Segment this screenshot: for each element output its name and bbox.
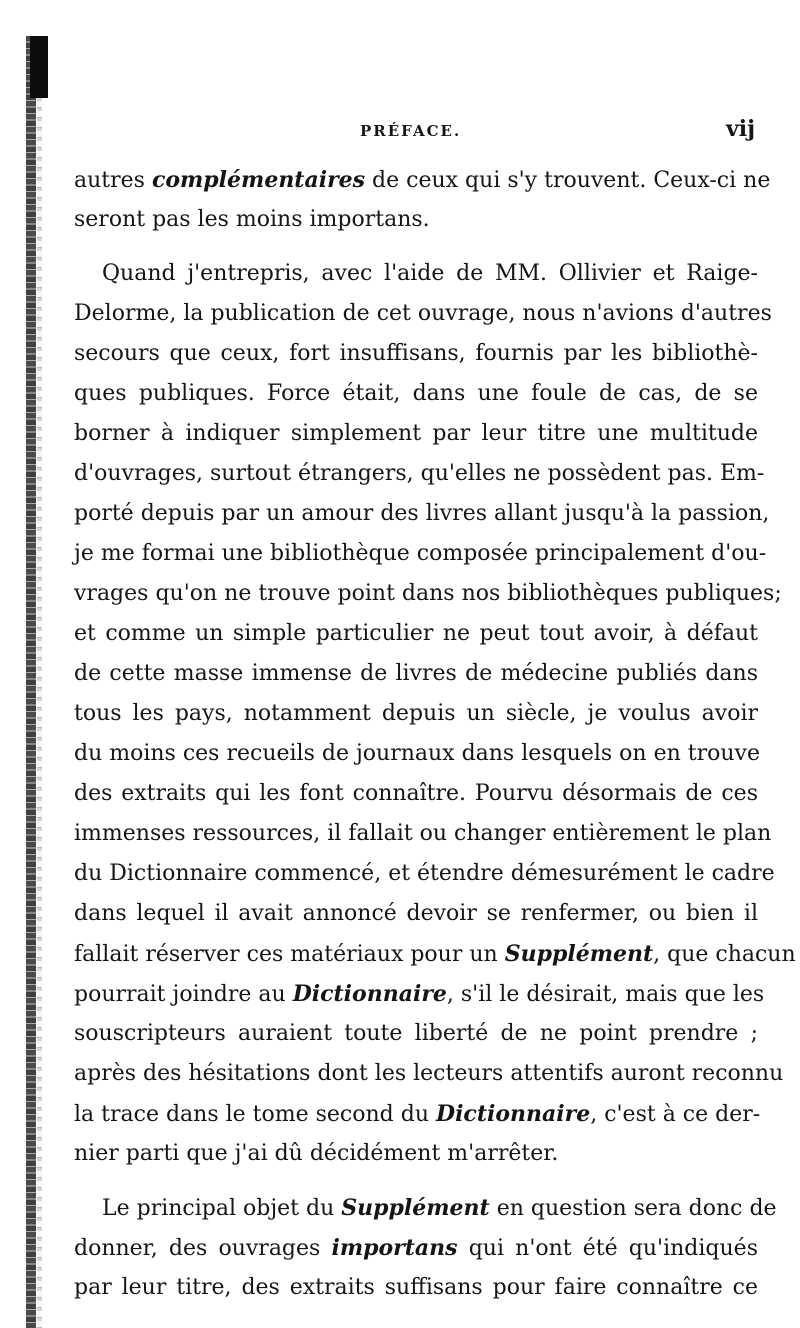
text-line: ques publiques. Force était, dans une foule de cas, de se <box>74 381 758 406</box>
paragraph-gap <box>74 1174 758 1188</box>
scanned-binding-mark <box>30 36 48 98</box>
text-line: borner à indiquer simplement par leur titre une multitude <box>74 421 758 446</box>
text-line: Delorme, la publication de cet ouvrage, nous n'avions d'autres <box>74 301 772 326</box>
italic-term: complémentaires <box>151 167 366 193</box>
text-line: des extraits qui les font connaître. Pourvu désormais de ces <box>74 781 758 806</box>
page-number: vij <box>726 116 756 142</box>
paragraph <box>74 1188 777 1308</box>
paragraph <box>74 254 796 1174</box>
text-line: Quand j'entrepris, avec l'aide de MM. Ollivier et Raige- <box>102 261 758 286</box>
text-line: autres complémentaires de ceux qui s'y trouvent. Ceux-ci ne <box>74 167 771 193</box>
scanned-binding-edge <box>26 36 36 1328</box>
italic-term: importans <box>331 1235 458 1261</box>
text-line: souscripteurs auraient toute liberté de ne point prendre ; <box>74 1021 758 1046</box>
text-line: la trace dans le tome second du Dictionnaire, c'est à ce der- <box>74 1101 761 1127</box>
text-line: fallait réserver ces matériaux pour un Supplément, que chacun <box>74 941 796 967</box>
scanned-page-edge <box>37 98 42 1328</box>
text-line: nier parti que j'ai dû décidément m'arrêter. <box>74 1141 559 1166</box>
text-line: d'ouvrages, surtout étrangers, qu'elles ne possèdent pas. Em- <box>74 461 765 486</box>
text-line: donner, des ouvrages importans qui n'ont été qu'indiqués <box>74 1235 758 1261</box>
text-line: dans lequel il avait annoncé devoir se renfermer, ou bien il <box>74 901 758 926</box>
text-line: tous les pays, notamment depuis un siècle, je voulus avoir <box>74 701 758 726</box>
italic-term: Supplément <box>504 941 654 967</box>
text-line: par leur titre, des extraits suffisans pour faire connaître ce <box>74 1275 758 1300</box>
italic-term: Dictionnaire <box>292 981 447 1007</box>
page-header <box>0 112 800 152</box>
text-line: je me formai une bibliothèque composée principalement d'ou- <box>74 541 767 566</box>
text-line: du Dictionnaire commencé, et étendre démesurément le cadre <box>74 861 775 886</box>
text-line: pourrait joindre au Dictionnaire, s'il le désirait, mais que les <box>74 981 765 1007</box>
text-line: du moins ces recueils de journaux dans lesquels on en trouve <box>74 741 760 766</box>
text-line: Le principal objet du Supplément en question sera donc de <box>102 1195 777 1221</box>
italic-term: Supplément <box>341 1195 490 1221</box>
paragraph <box>74 160 771 240</box>
text-line: porté depuis par un amour des livres allant jusqu'à la passion, <box>74 501 770 526</box>
paragraph-gap <box>74 240 758 254</box>
text-line: et comme un simple particulier ne peut tout avoir, à défaut <box>74 621 758 646</box>
text-line: secours que ceux, fort insuffisans, fournis par les bibliothè- <box>74 341 758 366</box>
running-head: PRÉFACE. <box>360 122 462 140</box>
text-line: après des hésitations dont les lecteurs attentifs auront reconnu <box>74 1061 784 1086</box>
text-line: immenses ressources, il fallait ou changer entièrement le plan <box>74 821 772 846</box>
text-line: de cette masse immense de livres de médecine publiés dans <box>74 661 758 686</box>
text-line: vrages qu'on ne trouve point dans nos bibliothèques publiques; <box>74 581 782 606</box>
italic-term: Dictionnaire <box>435 1101 591 1127</box>
text-line: seront pas les moins importans. <box>74 207 430 232</box>
body-text <box>74 160 796 1308</box>
